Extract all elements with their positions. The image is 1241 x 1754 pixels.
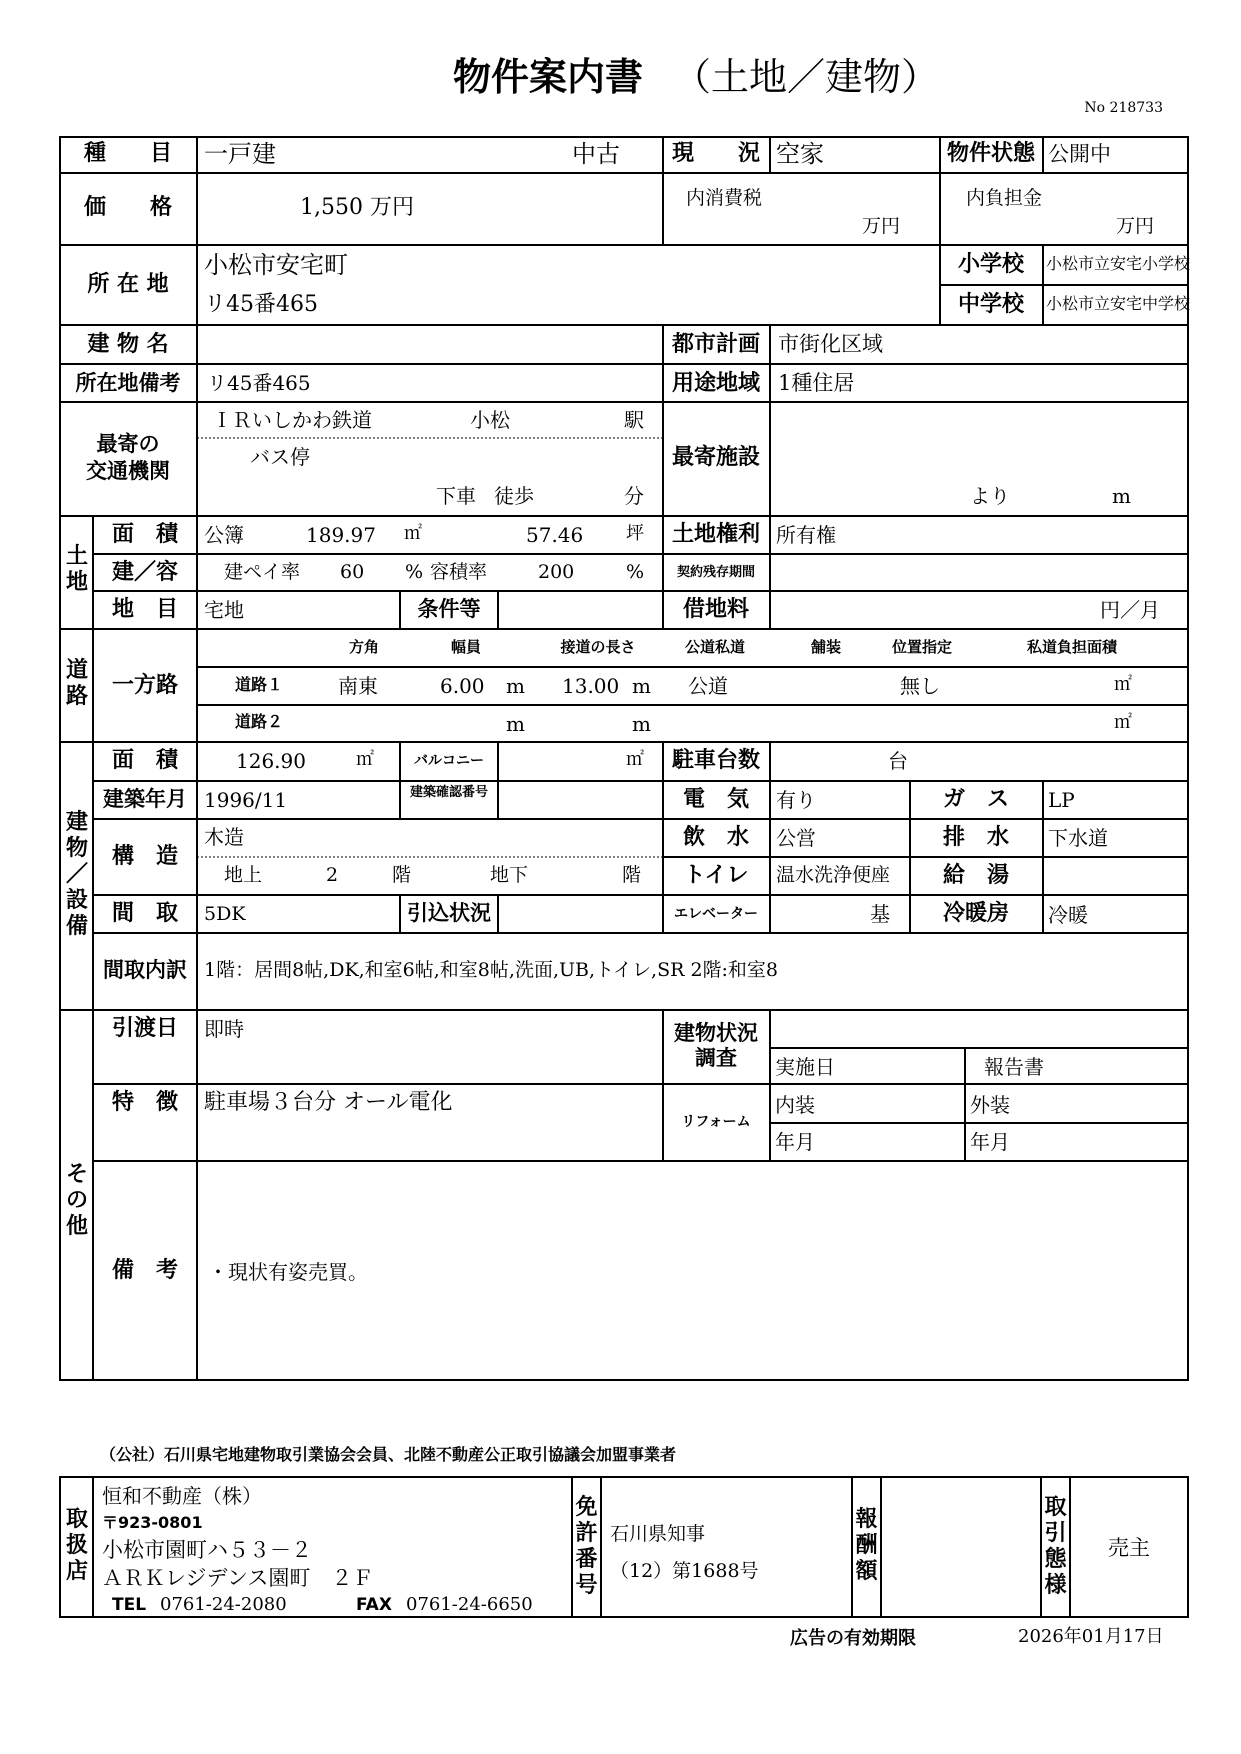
reform-exterior: 外装	[970, 1093, 1010, 1117]
layout-label: 間 取	[111, 901, 179, 926]
building-area-unit: ㎡	[356, 749, 374, 770]
reform-label: リフォーム	[681, 1114, 751, 1130]
structure-value: 木造	[204, 825, 244, 849]
get-off: 下車	[436, 484, 476, 508]
features-value: 駐車場３台分 オール電化	[204, 1090, 453, 1115]
company-building: ＡＲＫレジデンス園町 ２Ｆ	[102, 1566, 374, 1590]
handover-label: 引渡日	[111, 1016, 179, 1041]
far-label: 容積率	[430, 561, 488, 583]
parking-label: 駐車台数	[671, 748, 761, 773]
location-line1: 小松市安宅町	[204, 251, 348, 279]
fee-label: 報酬額	[855, 1507, 878, 1584]
expiry-label: 広告の有効期限	[790, 1628, 916, 1649]
burden-label: 内負担金	[966, 187, 1043, 209]
water-label: 飲 水	[682, 825, 750, 850]
road1-area-unit: ㎡	[1114, 674, 1132, 695]
floors-above-value: 2	[326, 864, 339, 886]
land-tsubo-unit: 坪	[626, 523, 644, 544]
bcr-pct: %	[405, 561, 424, 583]
location-note-label: 所在地備考	[75, 371, 181, 395]
utility-status-label: 引込状況	[407, 901, 491, 925]
fax-number: 0761-24-6650	[406, 1594, 533, 1615]
land-category-value: 宅地	[204, 598, 244, 622]
location-note-value: リ45番465	[207, 371, 311, 395]
facility-label: 最寄施設	[671, 445, 761, 470]
building-area-label: 面 積	[111, 748, 179, 773]
layout-detail-value: 1階：居間8帖,DK,和室6帖,和室8帖,洗面,UB,トイレ,SR 2階:和室8	[204, 959, 779, 981]
drain-value: 下水道	[1048, 826, 1108, 850]
city-plan-value: 市街化区域	[778, 332, 883, 356]
land-category-label: 地 目	[111, 597, 179, 622]
type-value: 一戸建	[204, 140, 276, 168]
bcr-label: 建ペイ率	[224, 561, 301, 583]
page-subtitle: （土地／建物）	[672, 55, 940, 99]
tel-label: TEL	[112, 1595, 147, 1615]
meter-unit: m	[1112, 484, 1131, 508]
hot-water-label: 給 湯	[942, 863, 1010, 888]
toilet-value: 温水洗浄便座	[776, 864, 891, 886]
floors-above-label: 地上	[224, 864, 263, 886]
document-number: No 218733	[1084, 100, 1163, 116]
far-pct: %	[626, 561, 645, 583]
road-header-designation: 位置指定	[891, 638, 953, 656]
layout-detail-label: 間取内訳	[103, 958, 187, 982]
gas-value: LP	[1048, 788, 1075, 812]
reform-interior: 内装	[775, 1093, 815, 1117]
contract-term-label: 契約残存期間	[676, 565, 756, 580]
page-title: 物件案内書	[452, 55, 644, 99]
road2-width-unit: m	[506, 712, 525, 736]
road-section-label: 道路	[65, 658, 88, 709]
remarks-value: ・現状有姿売買。	[208, 1260, 368, 1284]
city-plan-label: 都市計画	[671, 332, 761, 357]
road-header-private-area: 私道負担面積	[1026, 638, 1118, 656]
balcony-label: バルコニー	[414, 753, 484, 769]
road2-area-unit: ㎡	[1114, 712, 1132, 733]
fax-label: FAX	[356, 1595, 392, 1615]
tel-number: 0761-24-2080	[160, 1594, 287, 1615]
road-type-label: 一方路	[111, 673, 179, 698]
remarks-label: 備 考	[111, 1258, 179, 1283]
location-label: 所 在 地	[87, 272, 169, 297]
bcr-value: 60	[340, 561, 365, 583]
tax-label: 内消費税	[686, 187, 763, 209]
land-area-sqm: 189.97	[306, 523, 376, 547]
electric-value: 有り	[776, 788, 816, 812]
station-unit: 駅	[624, 408, 644, 432]
price-label: 価 格	[83, 195, 173, 220]
listing-value: 公開中	[1048, 142, 1111, 166]
elevator-label: エレベーター	[674, 906, 758, 922]
land-rights-value: 所有権	[776, 523, 836, 547]
floors-above-unit: 階	[392, 864, 412, 886]
company-name: 恒和不動産（株）	[102, 1484, 262, 1508]
expiry-date: 2026年01月17日	[1018, 1626, 1164, 1647]
balcony-unit: ㎡	[626, 749, 644, 770]
burden-unit: 万円	[1116, 215, 1155, 237]
tax-unit: 万円	[862, 215, 901, 237]
reform-interior-date: 年月	[775, 1130, 815, 1154]
inspection-label-1: 建物状況	[674, 1021, 758, 1045]
transport-label-1: 最寄の	[96, 432, 160, 456]
bus-stop: バス停	[250, 445, 310, 469]
elementary-school-value: 小松市立安宅小学校	[1046, 254, 1191, 273]
agent-label: 取扱店	[65, 1507, 88, 1584]
floors-below-unit: 階	[622, 864, 642, 886]
parking-unit: 台	[888, 749, 908, 773]
license-authority: 石川県知事	[610, 1523, 706, 1545]
land-section-label: 土地	[65, 544, 88, 595]
inspection-date: 実施日	[775, 1055, 835, 1079]
road-header-length: 接道の長さ	[560, 638, 636, 656]
minute-unit: 分	[624, 484, 644, 508]
building-name-label: 建 物 名	[87, 332, 169, 357]
road1-width: 6.00	[440, 674, 485, 698]
location-line2: リ45番465	[204, 292, 318, 317]
type-condition: 中古	[572, 140, 620, 168]
type-label: 種 目	[83, 141, 173, 166]
status-value: 空家	[776, 140, 824, 168]
floors-below-label: 地下	[490, 864, 529, 886]
road1-length: 13.00	[562, 674, 620, 698]
building-section-label: 建物／設備	[65, 810, 88, 939]
railway-line: ＩＲいしかわ鉄道	[212, 408, 372, 432]
walk: 徒歩	[494, 484, 534, 508]
road1-length-unit: m	[632, 674, 651, 698]
lease-fee-label: 借地料	[682, 597, 750, 622]
transport-label-2: 交通機関	[86, 459, 170, 483]
features-label: 特 徴	[111, 1090, 179, 1115]
zoning-label: 用途地域	[671, 371, 761, 396]
price-value: 1,550 万円	[300, 195, 414, 220]
gas-label: ガ ス	[942, 787, 1010, 812]
station-name: 小松	[470, 408, 510, 432]
lease-fee-unit: 円／月	[1100, 598, 1160, 622]
road1-public: 公道	[688, 674, 728, 698]
junior-high-label: 中学校	[957, 292, 1025, 317]
reform-exterior-date: 年月	[970, 1130, 1010, 1154]
aircon-value: 冷暖	[1048, 903, 1088, 927]
ratio-label: 建／容	[111, 560, 179, 585]
building-area-value: 126.90	[236, 749, 306, 773]
conditions-label: 条件等	[417, 597, 481, 621]
toilet-label: トイレ	[683, 863, 749, 888]
land-rights-label: 土地権利	[671, 522, 761, 547]
company-address: 小松市園町ハ５３－２	[102, 1538, 312, 1562]
built-date-value: 1996/11	[204, 788, 288, 812]
junior-high-value: 小松市立安宅中学校	[1046, 294, 1191, 313]
structure-label: 構 造	[111, 844, 179, 869]
inspection-label-2: 調査	[695, 1046, 737, 1070]
land-area-kind: 公簿	[204, 523, 244, 547]
drain-label: 排 水	[942, 825, 1010, 850]
land-area-tsubo: 57.46	[526, 523, 584, 547]
listing-label: 物件状態	[946, 141, 1036, 166]
confirm-number-label: 建築確認番号	[409, 785, 488, 800]
postal-code: 〒923-0801	[102, 1513, 203, 1532]
road2-label: 道路２	[235, 712, 284, 731]
road-header-public: 公道私道	[684, 638, 746, 656]
other-section-label: その他	[65, 1162, 88, 1239]
status-label: 現 況	[671, 141, 761, 166]
road-header-width: 幅員	[450, 638, 482, 656]
road2-length-unit: m	[632, 712, 651, 736]
license-label: 免許番号	[575, 1495, 598, 1598]
road-header-paving: 舗装	[810, 638, 842, 656]
road1-direction: 南東	[338, 674, 378, 698]
from-label: より	[970, 484, 1010, 508]
road1-label: 道路１	[235, 675, 284, 694]
road-header-direction: 方角	[348, 638, 380, 656]
inspection-report: 報告書	[984, 1055, 1044, 1079]
deal-type-label: 取引態様	[1044, 1495, 1067, 1598]
association-note: （公社）石川県宅地建物取引業協会会員、北陸不動産公正取引協議会加盟事業者	[100, 1445, 677, 1464]
electric-label: 電 気	[682, 787, 750, 812]
road1-designation: 無し	[900, 674, 940, 698]
built-date-label: 建築年月	[103, 787, 187, 811]
water-value: 公営	[776, 826, 816, 850]
zoning-value: 1種住居	[778, 371, 855, 395]
deal-type-value: 売主	[1108, 1536, 1150, 1560]
aircon-label: 冷暖房	[942, 901, 1010, 926]
road1-width-unit: m	[506, 674, 525, 698]
handover-value: 即時	[204, 1017, 244, 1041]
elevator-unit: 基	[870, 902, 890, 926]
land-area-label: 面 積	[111, 522, 179, 547]
far-value: 200	[538, 561, 575, 583]
land-sqm-unit: ㎡	[404, 523, 422, 544]
license-number: （12）第1688号	[610, 1560, 759, 1582]
layout-value: 5DK	[204, 903, 246, 925]
elementary-school-label: 小学校	[957, 252, 1025, 277]
